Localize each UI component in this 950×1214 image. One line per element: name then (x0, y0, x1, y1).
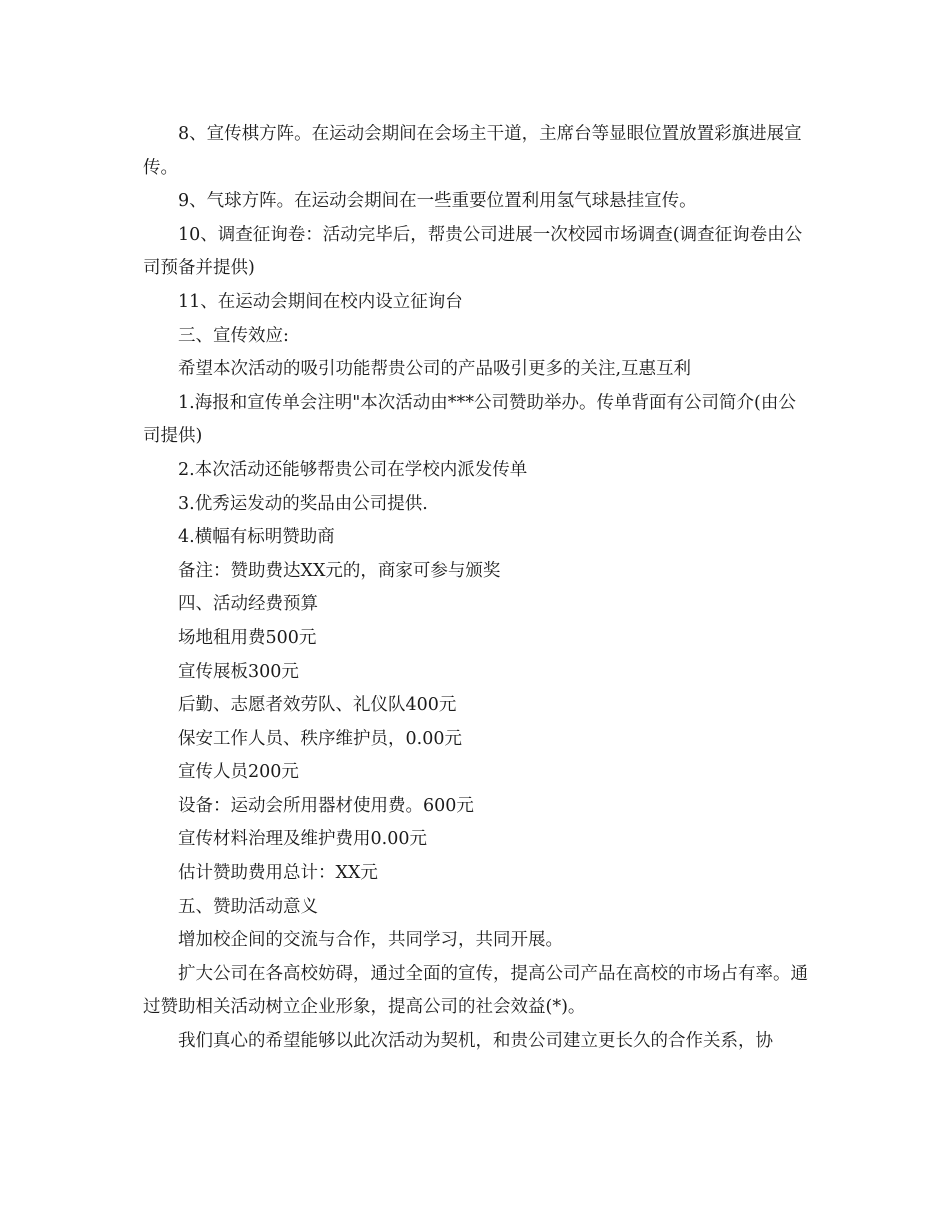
paragraph-publicity-4: 4.横幅有标明赞助商 (178, 527, 335, 548)
section-heading-publicity-effect: 三、宣传效应: (178, 325, 289, 346)
paragraph-publicity-1: 1.海报和宣传单会注明"本次活动由***公司赞助举办。传单背面有公司简介(由公司提供) (143, 392, 796, 447)
paragraph-significance-1: 增加校企间的交流与合作，共同学习，共同开展。 (178, 930, 563, 951)
budget-equipment: 设备：运动会所用器材使用费。600元 (178, 795, 474, 816)
paragraph-publicity-2: 2.本次活动还能够帮贵公司在学校内派发传单 (178, 459, 528, 480)
paragraph-closing: 我们真心的希望能够以此次活动为契机，和贵公司建立更长久的合作关系，协 (178, 1031, 773, 1052)
section-heading-budget: 四、活动经费预算 (178, 594, 318, 615)
section-heading-significance: 五、赞助活动意义 (178, 896, 318, 917)
budget-display-board: 宣传展板300元 (178, 661, 299, 682)
budget-publicity-staff: 宣传人员200元 (178, 762, 299, 783)
paragraph-note: 备注：赞助费达XX元的，商家可参与颁奖 (178, 560, 501, 581)
document-body (143, 118, 811, 1059)
paragraph-item-11: 11、在运动会期间在校内设立征询台 (178, 291, 463, 312)
budget-venue: 场地租用费500元 (178, 627, 317, 648)
paragraph-publicity-3: 3.优秀运发动的奖品由公司提供. (178, 493, 428, 514)
paragraph-item-8: 8、宣传棋方阵。在运动会期间在会场主干道，主席台等显眼位置放置彩旗进展宣传。 (143, 124, 802, 178)
budget-total: 估计赞助费用总计：XX元 (178, 863, 378, 884)
budget-materials: 宣传材料治理及维护费用0.00元 (178, 829, 427, 850)
paragraph-item-10: 10、调查征询卷：活动完毕后，帮贵公司进展一次校园市场调查(调查征询卷由公司预备并提供) (143, 224, 803, 279)
paragraph-item-9: 9、气球方阵。在运动会期间在一些重要位置利用氢气球悬挂宣传。 (178, 191, 697, 212)
budget-logistics: 后勤、志愿者效劳队、礼仪队400元 (178, 695, 457, 716)
paragraph-publicity-intro: 希望本次活动的吸引功能帮贵公司的产品吸引更多的关注,互惠互利 (178, 359, 692, 380)
paragraph-significance-2: 扩大公司在各高校妨碍，通过全面的宣传，提高公司产品在高校的市场占有率。通过赞助相关活动树立企业形象，提高公司的社会效益(*)。 (143, 963, 808, 1018)
budget-security: 保安工作人员、秩序维护员，0.00元 (178, 728, 462, 749)
